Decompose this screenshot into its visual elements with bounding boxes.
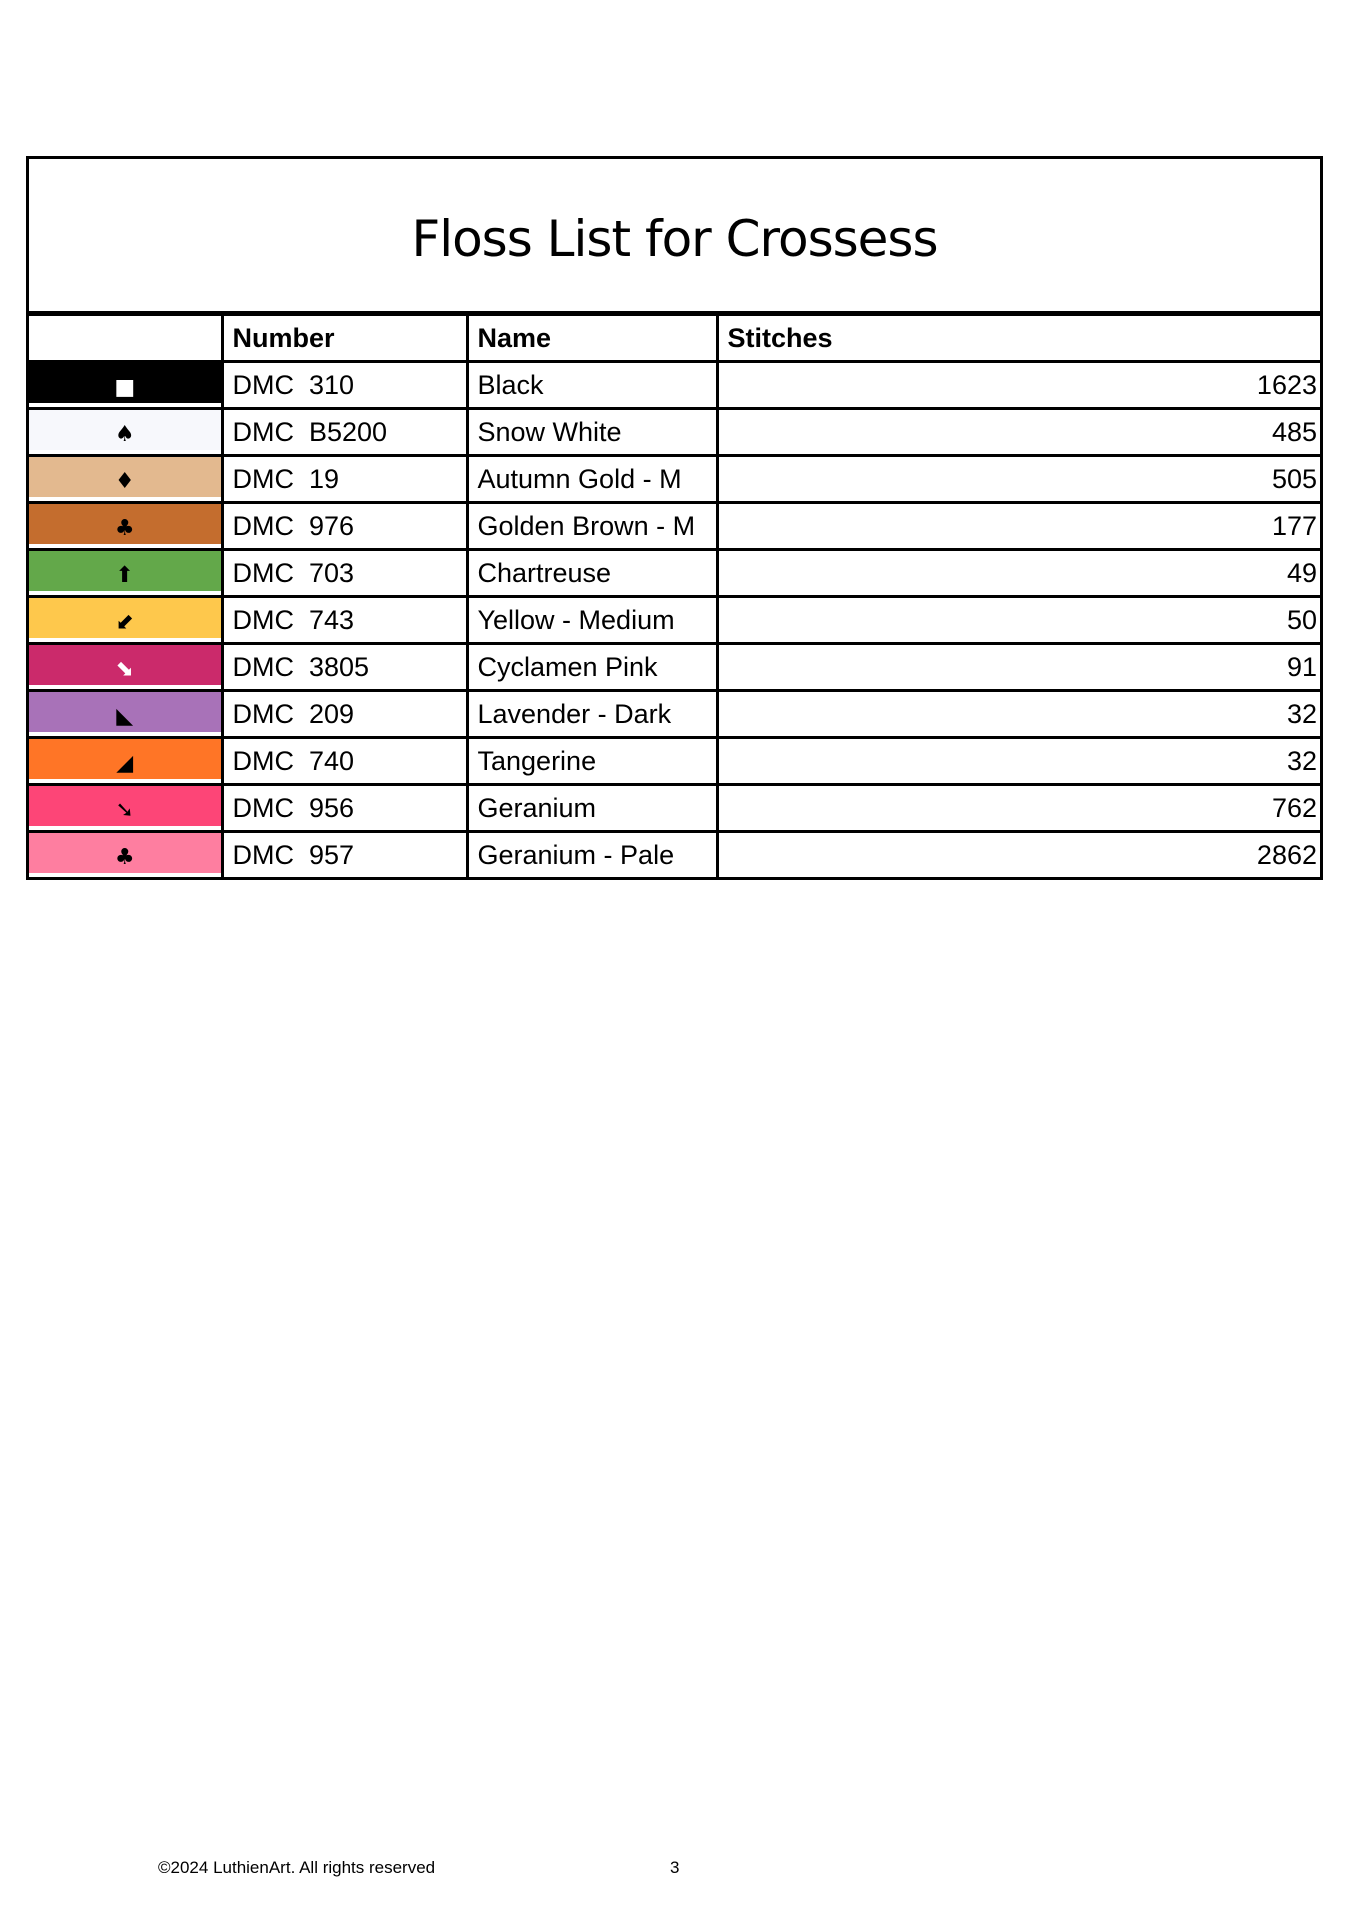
color-swatch-cell bbox=[29, 785, 222, 832]
floss-number: DMC 956 bbox=[222, 785, 467, 832]
floss-name: Lavender - Dark bbox=[467, 691, 717, 738]
diagonal-arrow-symbol-icon: ⬋ bbox=[115, 609, 134, 635]
floss-number: DMC 209 bbox=[222, 691, 467, 738]
club-small-symbol-icon: ♣ bbox=[114, 844, 135, 870]
color-swatch-cell bbox=[29, 503, 222, 550]
title-box bbox=[29, 159, 1320, 316]
stitch-count: 1623 bbox=[717, 362, 1320, 409]
table-row bbox=[29, 503, 1320, 550]
square-symbol-icon: ■ bbox=[114, 374, 136, 400]
color-swatch-cell bbox=[29, 456, 222, 503]
header-symbol bbox=[29, 316, 222, 362]
table-row bbox=[29, 550, 1320, 597]
spade-symbol-icon: ♠ bbox=[114, 421, 135, 447]
diagonal-arrow-down-symbol-icon: ⬊ bbox=[115, 656, 134, 682]
stitch-count: 49 bbox=[717, 550, 1320, 597]
color-swatch-cell bbox=[29, 409, 222, 456]
floss-name: Cyclamen Pink bbox=[467, 644, 717, 691]
floss-number: DMC 957 bbox=[222, 832, 467, 878]
table-row bbox=[29, 362, 1320, 409]
color-swatch-cell bbox=[29, 644, 222, 691]
floss-number: DMC 703 bbox=[222, 550, 467, 597]
table-row bbox=[29, 456, 1320, 503]
floss-number: DMC 976 bbox=[222, 503, 467, 550]
header-stitches: Stitches bbox=[717, 316, 1320, 362]
floss-name: Golden Brown - M bbox=[467, 503, 717, 550]
curved-arrow-symbol-icon: ➘ bbox=[115, 797, 134, 823]
floss-table-body bbox=[29, 362, 1320, 878]
header-number: Number bbox=[222, 316, 467, 362]
color-swatch-cell bbox=[29, 362, 222, 409]
table-row bbox=[29, 597, 1320, 644]
stitch-count: 32 bbox=[717, 691, 1320, 738]
tree-arrow-symbol-icon: ⬆ bbox=[115, 562, 134, 588]
floss-name: Tangerine bbox=[467, 738, 717, 785]
stitch-count: 2862 bbox=[717, 832, 1320, 878]
color-swatch-cell bbox=[29, 832, 222, 878]
floss-name: Snow White bbox=[467, 409, 717, 456]
table-row bbox=[29, 832, 1320, 878]
floss-name: Chartreuse bbox=[467, 550, 717, 597]
table-row bbox=[29, 691, 1320, 738]
stitch-count: 505 bbox=[717, 456, 1320, 503]
color-swatch-cell bbox=[29, 738, 222, 785]
stitch-count: 485 bbox=[717, 409, 1320, 456]
lower-right-triangle-symbol-icon: ◢ bbox=[116, 750, 134, 776]
table-row bbox=[29, 785, 1320, 832]
stitch-count: 762 bbox=[717, 785, 1320, 832]
table-row bbox=[29, 644, 1320, 691]
floss-list-sheet bbox=[26, 156, 1323, 880]
floss-number: DMC 740 bbox=[222, 738, 467, 785]
page-title: Floss List for Crossess bbox=[411, 210, 938, 268]
stitch-count: 91 bbox=[717, 644, 1320, 691]
table-row bbox=[29, 409, 1320, 456]
color-swatch-cell bbox=[29, 691, 222, 738]
club-symbol-icon: ♣ bbox=[114, 515, 135, 541]
header-name: Name bbox=[467, 316, 717, 362]
color-swatch-cell bbox=[29, 597, 222, 644]
color-swatch-cell bbox=[29, 550, 222, 597]
stitch-count: 50 bbox=[717, 597, 1320, 644]
table-row bbox=[29, 738, 1320, 785]
floss-number: DMC 3805 bbox=[222, 644, 467, 691]
stitch-count: 32 bbox=[717, 738, 1320, 785]
stitch-count: 177 bbox=[717, 503, 1320, 550]
table-header-row bbox=[29, 316, 1320, 362]
floss-name: Autumn Gold - M bbox=[467, 456, 717, 503]
floss-name: Black bbox=[467, 362, 717, 409]
floss-table bbox=[29, 316, 1320, 877]
lower-left-triangle-symbol-icon: ◣ bbox=[116, 703, 134, 729]
floss-number: DMC 19 bbox=[222, 456, 467, 503]
floss-name: Geranium - Pale bbox=[467, 832, 717, 878]
floss-number: DMC 310 bbox=[222, 362, 467, 409]
page-number: 3 bbox=[670, 1858, 680, 1877]
floss-name: Geranium bbox=[467, 785, 717, 832]
floss-number: DMC 743 bbox=[222, 597, 467, 644]
floss-name: Yellow - Medium bbox=[467, 597, 717, 644]
diamond-symbol-icon: ♦ bbox=[114, 468, 135, 494]
copyright-text: ©2024 LuthienArt. All rights reserved bbox=[158, 1858, 436, 1877]
floss-number: DMC B5200 bbox=[222, 409, 467, 456]
